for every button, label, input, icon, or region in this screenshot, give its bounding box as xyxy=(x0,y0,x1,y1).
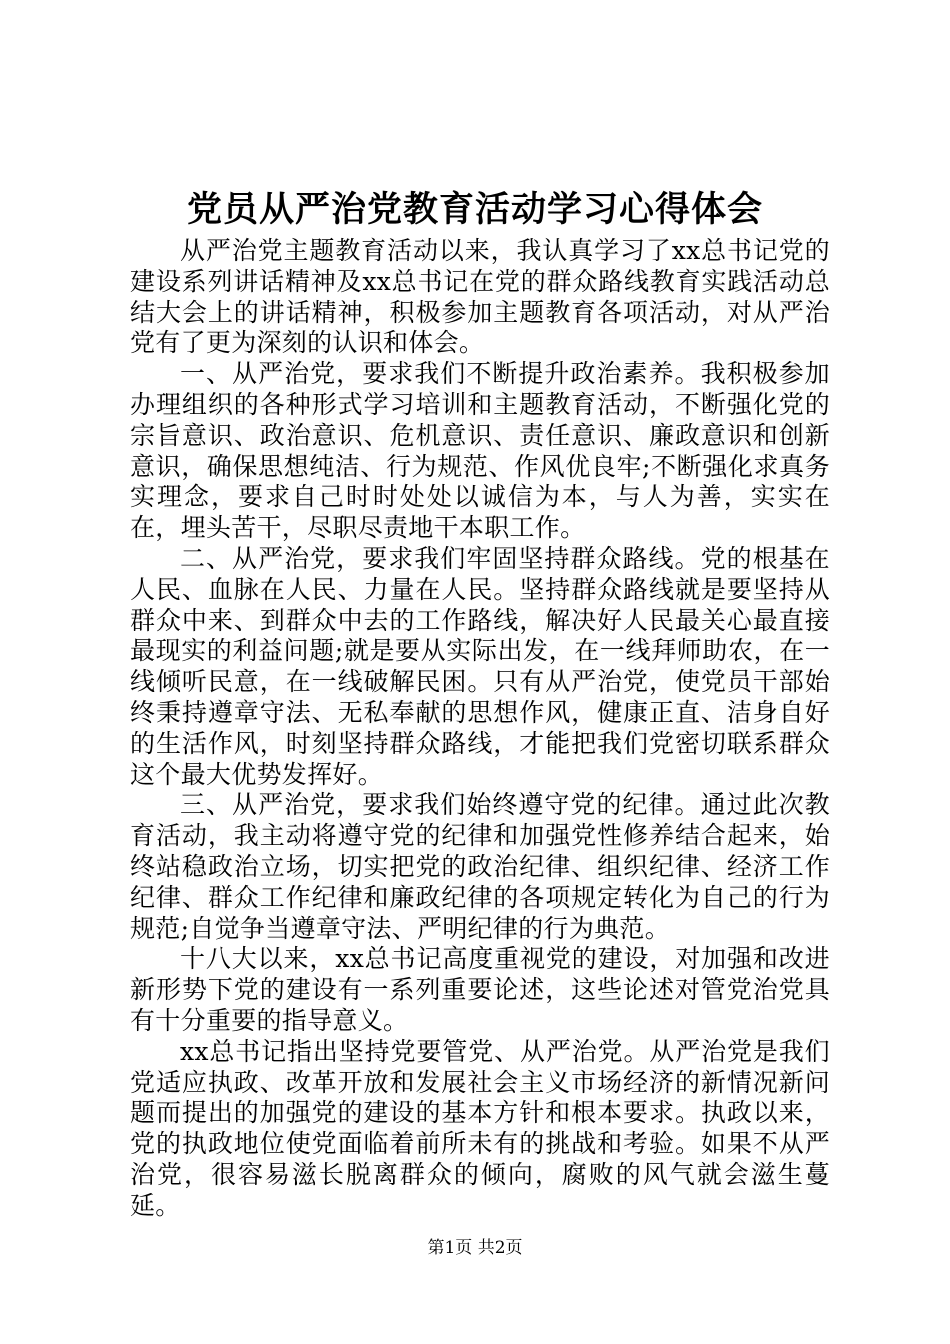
paragraph-intro: 从严治党主题教育活动以来，我认真学习了xx总书记党的建设系列讲话精神及xx总书记在党的群众路线教育实践活动总结大会上的讲话精神，积极参加主题教育各项活动，对从严治党有了更为深刻的认识和体会。 xyxy=(130,236,830,358)
paragraph-party-discipline: 三、从严治党，要求我们始终遵守党的纪律。通过此次教育活动，我主动将遵守党的纪律和加强党性修养结合起来，始终站稳政治立场，切实把党的政治纪律、组织纪律、经济工作纪律、群众工作纪律和廉政纪律的各项规定转化为自己的行为规范;自觉争当遵章守法、严明纪律的行为典范。 xyxy=(130,790,830,943)
document-body xyxy=(130,236,830,1222)
paragraph-mass-line: 二、从严治党，要求我们牢固坚持群众路线。党的根基在人民、血脉在人民、力量在人民。坚持群众路线就是要坚持从群众中来、到群众中去的工作路线，解决好人民最关心最直接最现实的利益问题;就是要从实际出发，在一线拜师助农，在一线倾听民意，在一线破解民困。只有从严治党，使党员干部始终秉持遵章守法、无私奉献的思想作风，健康正直、洁身自好的生活作风，时刻坚持群众路线，才能把我们党密切联系群众这个最大优势发挥好。 xyxy=(130,543,830,789)
paragraph-political-quality: 一、从严治党，要求我们不断提升政治素养。我积极参加办理组织的各种形式学习培训和主题教育活动，不断强化党的宗旨意识、政治意识、危机意识、责任意识、廉政意识和创新意识，确保思想纯洁、行为规范、作风优良牢;不断强化求真务实理念，要求自己时时处处以诚信为本，与人为善，实实在在，埋头苦干，尽职尽责地干本职工作。 xyxy=(130,359,830,543)
paragraph-party-building: 十八大以来，xx总书记高度重视党的建设，对加强和改进新形势下党的建设有一系列重要论述，这些论述对管党治党具有十分重要的指导意义。 xyxy=(130,944,830,1035)
paragraph-strict-governance: xx总书记指出坚持党要管党、从严治党。从严治党是我们党适应执政、改革开放和发展社会主义市场经济的新情况新问题而提出的加强党的建设的基本方针和根本要求。执政以来，党的执政地位使党面临着前所未有的挑战和考验。如果不从严治党，很容易滋长脱离群众的倾向，腐败的风气就会滋生蔓延。 xyxy=(130,1036,830,1220)
page-number-footer: 第1页 共2页 xyxy=(427,1238,523,1258)
document-title: 党员从严治党教育活动学习心得体会 xyxy=(186,189,763,230)
